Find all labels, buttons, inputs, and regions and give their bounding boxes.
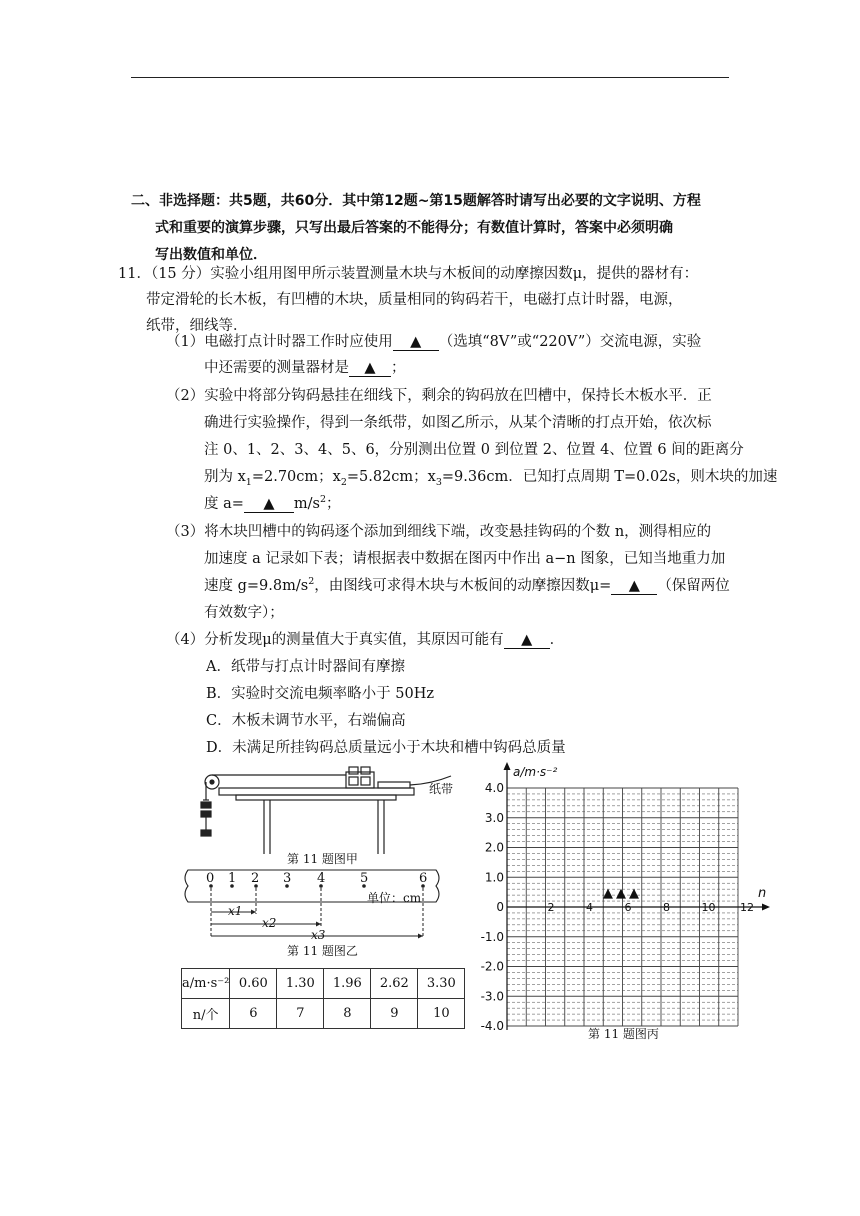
option-a[interactable]: A．纸带与打点计时器间有摩擦 [206, 659, 405, 675]
x-tick-label: 10 [701, 901, 716, 914]
answer-blank-3[interactable]: ▲ [244, 496, 294, 513]
table-row [182, 969, 465, 999]
x1-label: x1 [228, 904, 243, 918]
x-tick-label: 4 [586, 901, 593, 914]
y-tick-label: 2.0 [484, 840, 504, 855]
tape-mark-1: 1 [228, 871, 237, 886]
table-cell: 6 [230, 999, 277, 1029]
table-cell: 0.60 [230, 969, 277, 999]
q11-part3-line1: （3）将木块凹槽中的钩码逐个添加到细线下端，改变悬挂钩码的个数 n，测得相应的 [166, 524, 712, 540]
q11-intro-2: 带定滑轮的长木板，有凹槽的木块，质量相同的钩码若干，电磁打点计时器，电源， [146, 292, 683, 308]
tape-mark-0: 0 [206, 871, 215, 886]
figure-jia-caption: 第 11 题图甲 [287, 852, 358, 866]
y-tick-label: -3.0 [480, 989, 504, 1004]
table-head-a: a/m·s⁻² [182, 969, 230, 999]
x-tick-label: 2 [547, 901, 555, 914]
q11-part2-line3: 注 0、1、2、3、4、5、6，分别测出位置 0 到位置 2、位置 4、位置 6 间的距离分 [204, 442, 744, 458]
table-cell: 9 [371, 999, 418, 1029]
section-line-3: 写出数值和单位． [155, 247, 267, 263]
answer-mark-icon: ▲ [629, 886, 639, 902]
answer-blank-2[interactable]: ▲ [349, 360, 391, 377]
option-b[interactable]: B．实验时交流电频率略小于 50Hz [206, 686, 434, 702]
table-cell: 1.96 [324, 969, 371, 999]
figure-apparatus [196, 764, 466, 864]
x-tick-label: 12 [740, 901, 754, 914]
y-tick-label: -4.0 [480, 1019, 504, 1033]
q11-part2-line2: 确进行实验操作，得到一条纸带，如图乙所示，从某个清晰的打点开始，依次标 [204, 415, 712, 431]
q11-part3-line4: 有效数字）； [204, 605, 284, 621]
figure-bing-caption: 第 11 题图丙 [588, 1027, 659, 1041]
answer-mark-icon: ▲ [603, 886, 613, 902]
x-axis-label: n [758, 886, 767, 901]
y-axis-label: a/m·s⁻² [513, 765, 558, 779]
tape-mark-3: 3 [283, 871, 292, 886]
section-line-2: 式和重要的演算步骤，只写出最后答案的不能得分；有数值计算时，答案中必须明确 [155, 220, 673, 236]
y-tick-label: -1.0 [480, 929, 504, 944]
answer-blank-1[interactable]: ▲ [393, 334, 439, 351]
data-table [181, 968, 465, 1029]
y-axis-arrow-icon [504, 762, 511, 770]
tape-mark-2: 2 [251, 871, 260, 886]
table-cell: 1.30 [277, 969, 324, 999]
q11-part1-line2: 中还需要的测量器材是 ▲ ； [204, 360, 406, 376]
q11-part1-line1: （1）电磁打点计时器工作时应使用 ▲ （选填“8V”或“220V”）交流电源，实验 [166, 334, 702, 350]
header-rule [131, 77, 729, 78]
tape-unit-label: 单位：cm [367, 891, 422, 905]
q11-part3-line3: 速度 $g=9.8m/s^2$，由图线可求得木块与木板间的动摩擦因数μ= ▲ （保留两位 [204, 576, 730, 594]
option-c[interactable]: C．木板未调节水平，右端偏高 [206, 713, 406, 729]
y-tick-label: 3.0 [484, 810, 504, 825]
table-cell: 3.30 [418, 969, 465, 999]
y-tick-label: 1.0 [484, 870, 504, 885]
figure-yi-caption: 第 11 题图乙 [287, 944, 358, 958]
table-cell: 7 [277, 999, 324, 1029]
q11-part3-line2: 加速度 a 记录如下表；请根据表中数据在图丙中作出 a−n 图象，已知当地重力加 [204, 551, 726, 567]
q11-part4: （4）分析发现μ的测量值大于真实值，其原因可能有 ▲ ． [166, 632, 565, 648]
tape-mark-6: 6 [419, 871, 428, 886]
table-cell: 10 [418, 999, 465, 1029]
tape-mark-4: 4 [317, 871, 326, 886]
y-tick-label: -2.0 [480, 959, 504, 974]
y-tick-label: 0 [496, 900, 504, 914]
x2-label: x2 [262, 916, 277, 930]
section-heading [131, 188, 731, 269]
x-tick-label: 6 [624, 901, 632, 914]
x-axis-arrow-icon [762, 904, 770, 911]
tape-mark-5: 5 [360, 871, 369, 886]
x-tick-label: 8 [663, 901, 670, 914]
q11-part2-line1: （2）实验中将部分钩码悬挂在细线下，剩余的钩码放在凹槽中，保持长木板水平．正 [166, 388, 712, 404]
figure-graph[interactable] [470, 758, 790, 1048]
table-head-n: n/个 [182, 999, 230, 1029]
q11-part2-line5: 度 a= ▲ $m/s^2$； [204, 494, 341, 512]
option-d[interactable]: D．未满足所挂钩码总质量远小于木块和槽中钩码总质量 [206, 740, 566, 756]
section-line-1: 二、非选择题：共5题，共60分．其中第12题~第15题解答时请写出必要的文字说明、方程 [131, 193, 701, 209]
y-tick-label: 4.0 [484, 781, 504, 795]
table-cell: 2.62 [371, 969, 418, 999]
table-row [182, 999, 465, 1029]
x3-label: x3 [311, 928, 326, 942]
answer-blank-5[interactable]: ▲ [504, 632, 550, 649]
answer-mark-icon: ▲ [616, 886, 626, 902]
answer-blank-4[interactable]: ▲ [611, 578, 657, 595]
q11-part2-line4: 别为 $x_1=2.70cm$；$x_2=5.82cm$；$x_3=9.36cm$．已知打点周期 T=0.02s，则木块的加速 [204, 469, 778, 488]
long-board [219, 788, 414, 795]
timer-icon [378, 782, 410, 788]
q11-intro-3: 纸带，细线等． [146, 318, 248, 334]
table-cell: 8 [324, 999, 371, 1029]
q11-intro-1: 11．（15 分）实验小组用图甲所示装置测量木块与木板间的动摩擦因数μ，提供的器材有： [118, 266, 699, 282]
